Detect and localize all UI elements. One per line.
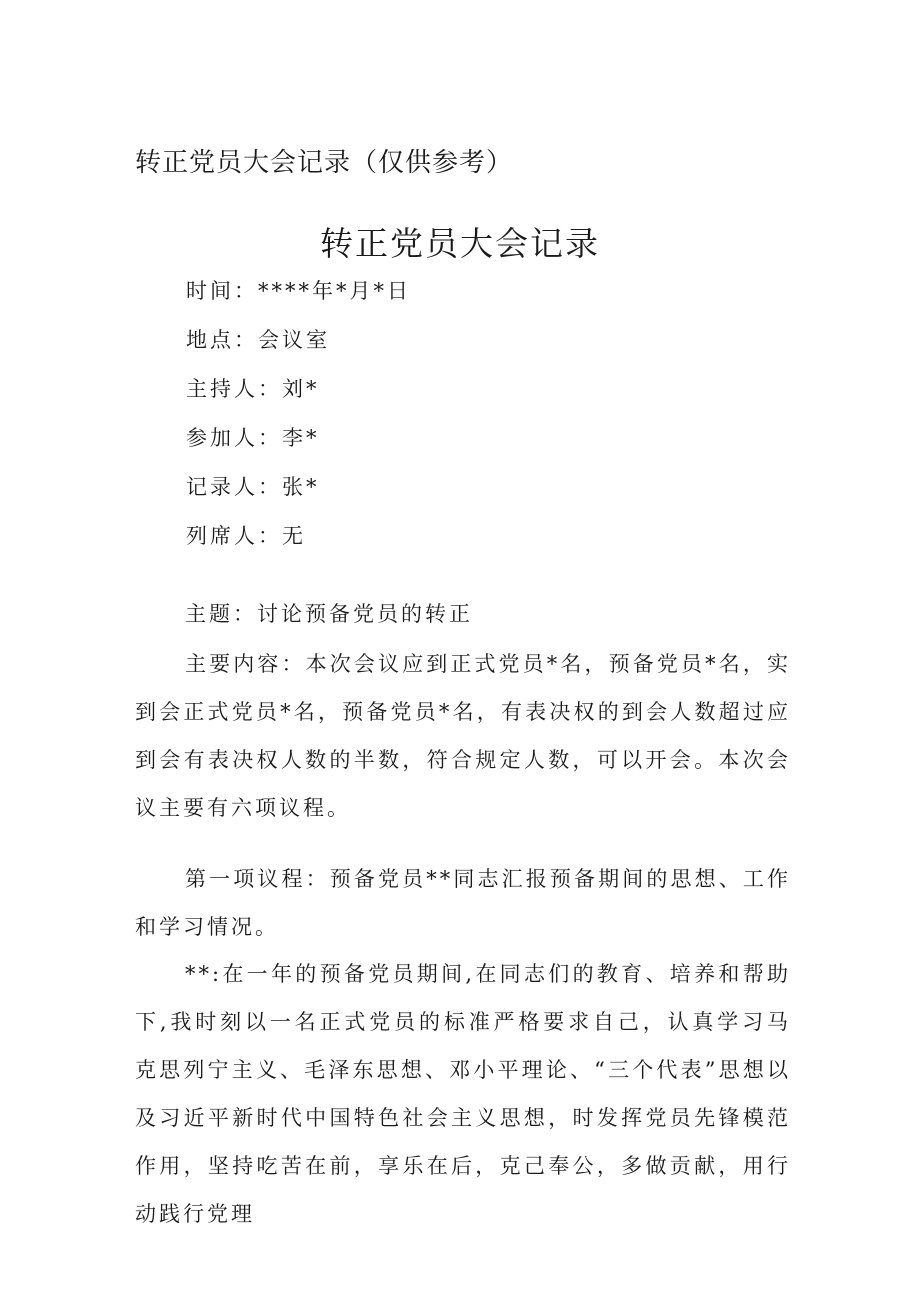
meta-time [186, 276, 411, 325]
meta-label: 地点： [186, 328, 258, 352]
content-paragraph: 主要内容：本次会议应到正式党员*名，预备党员*名，实到会正式党员*名，预备党员*名，有表决权的到会人数超过应到会有表决权人数的半数，符合规定人数，可以开会。本次会议主要有六项议程。 [135, 652, 791, 820]
meta-label: 列席人： [186, 524, 282, 548]
agenda-item-1 [135, 855, 791, 951]
meta-location [186, 325, 411, 374]
document-title: 转正党员大会记录 [320, 224, 600, 263]
meta-attendees [186, 423, 411, 472]
report-paragraph: **:在一年的预备党员期间,在同志们的教育、培养和帮助下,我时刻以一名正式党员的标准严格要求自己，认真学习马克思列宁主义、毛泽东思想、邓小平理论、“三个代表”思想以及习近平新时代中国特色社会主义思想，时发挥党员先锋模范作用，坚持吃苦在前，享乐在后，克己奉公，多做贡献，用行动践行党理 [135, 962, 791, 1226]
meeting-topic [135, 590, 791, 638]
meta-label: 参加人： [186, 426, 282, 450]
meeting-content [135, 640, 791, 832]
meta-value: 刘* [282, 377, 320, 401]
meta-observers [186, 521, 411, 570]
meta-value: 张* [282, 475, 320, 499]
meta-host [186, 374, 411, 423]
meta-value: ****年*月*日 [258, 279, 411, 303]
member-report [135, 950, 791, 1238]
topic-paragraph: 主题：讨论预备党员的转正 [185, 602, 473, 626]
document-header: 转正党员大会记录（仅供参考） [135, 148, 514, 178]
meta-value: 李* [282, 426, 320, 450]
meta-label: 主持人： [186, 377, 282, 401]
meta-label: 记录人： [186, 475, 282, 499]
meta-value: 会议室 [258, 328, 330, 352]
agenda-paragraph: 第一项议程：预备党员**同志汇报预备期间的思想、工作和学习情况。 [135, 867, 791, 939]
meta-recorder [186, 472, 411, 521]
meta-label: 时间： [186, 279, 258, 303]
meta-value: 无 [282, 524, 306, 548]
meeting-meta [186, 276, 411, 570]
